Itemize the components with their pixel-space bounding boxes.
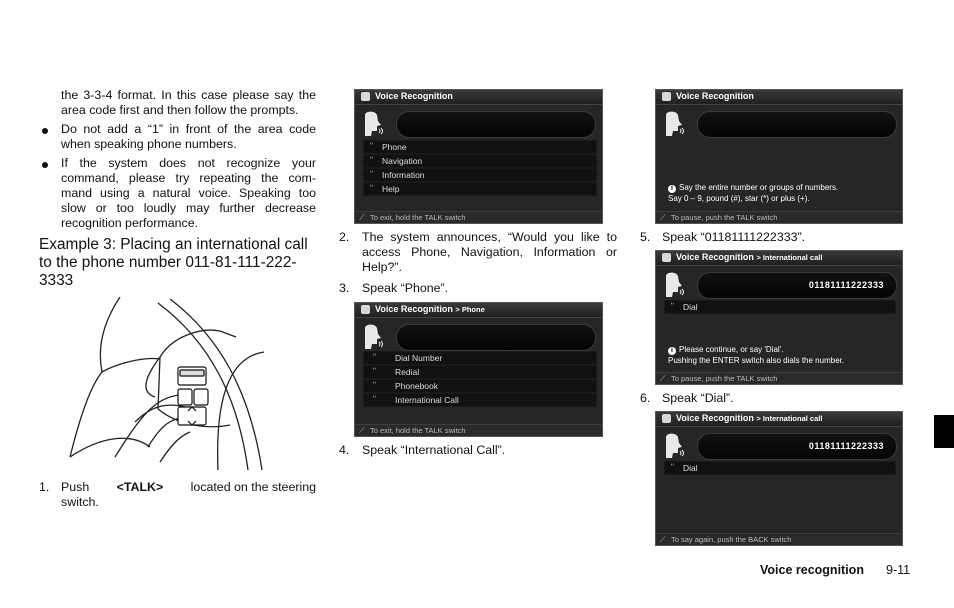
voice-input-field bbox=[697, 433, 897, 460]
menu-icon bbox=[662, 253, 671, 262]
voice-input-field bbox=[396, 111, 596, 138]
voice-recognition-screen-dial bbox=[655, 411, 903, 546]
text-line: area code first and then follow the prompts. bbox=[61, 103, 299, 117]
step-text: switch. bbox=[61, 495, 99, 509]
back-switch-icon: ⟋ bbox=[660, 535, 666, 544]
footer-hint: To say again, push the BACK switch bbox=[671, 535, 792, 544]
screen-title-bar bbox=[355, 303, 602, 318]
screen-title-text: Voice Recognition bbox=[676, 413, 754, 423]
step-text: Speak “Dial”. bbox=[662, 391, 734, 405]
voice-command-icon: ʼʼ bbox=[369, 184, 373, 193]
section-tab-marker bbox=[934, 415, 954, 448]
menu-item-dial[interactable] bbox=[664, 461, 896, 475]
voice-command-icon: ʼʼ bbox=[369, 142, 373, 151]
info-text: Say the entire number or groups of numbers. bbox=[679, 183, 839, 192]
footer-hint: To pause, push the TALK switch bbox=[671, 374, 778, 383]
step-number: 4. bbox=[339, 443, 350, 457]
screen-footer bbox=[355, 424, 602, 436]
footer-hint: To exit, hold the TALK switch bbox=[370, 213, 466, 222]
screen-subtitle: > International call bbox=[756, 253, 823, 262]
menu-item-label: Help bbox=[382, 184, 400, 194]
menu-icon bbox=[361, 92, 370, 101]
bullet-icon bbox=[42, 162, 48, 168]
step-number: 1. bbox=[39, 480, 50, 494]
heading-line: 3333 bbox=[39, 272, 74, 289]
step-5 bbox=[640, 230, 918, 245]
info-text: Pushing the ENTER switch also dials the number. bbox=[668, 356, 845, 365]
voice-recognition-screen-number-entry bbox=[655, 89, 903, 224]
voice-command-icon: ʼʼ bbox=[369, 170, 373, 179]
text-line: slow or too loudly may further decrease bbox=[61, 201, 316, 215]
menu-icon bbox=[662, 414, 671, 423]
info-text: Please continue, or say 'Dial'. bbox=[679, 345, 784, 354]
step-number: 3. bbox=[339, 281, 350, 295]
text-line: If the system does not recognize your bbox=[61, 156, 316, 170]
step-2 bbox=[339, 230, 617, 275]
talk-switch-icon: ⟋ bbox=[660, 213, 666, 222]
step-text: Speak “01181111222333”. bbox=[662, 230, 806, 244]
screen-title-bar bbox=[656, 412, 902, 427]
voice-command-icon: ʼʼ bbox=[372, 381, 376, 390]
talk-key-label: <TALK> bbox=[116, 480, 164, 494]
text-line: Do not add a “1” in front of the area code bbox=[61, 122, 316, 136]
voice-recognition-screen-main bbox=[354, 89, 603, 224]
screen-title bbox=[676, 413, 822, 423]
text-line: the 3-3-4 format. In this case please say the bbox=[61, 88, 316, 102]
menu-item-dial-number[interactable] bbox=[363, 351, 597, 365]
step-1 bbox=[39, 480, 316, 510]
menu-item-phone[interactable] bbox=[363, 140, 597, 154]
menu-item-label: Information bbox=[382, 170, 425, 180]
bullet-item bbox=[61, 122, 316, 152]
menu-item-label: Phonebook bbox=[395, 381, 439, 391]
footer-hint: To pause, push the TALK switch bbox=[671, 213, 778, 222]
menu-item-label: Dial bbox=[683, 463, 698, 473]
voice-input-field bbox=[697, 272, 897, 299]
screen-title-text: Voice Recognition bbox=[375, 304, 453, 314]
page-number: 9-11 bbox=[886, 563, 911, 577]
bullet-icon bbox=[42, 128, 48, 134]
heading-line: to the phone number 011-81-111-222- bbox=[39, 254, 297, 271]
step-text: Speak “Phone”. bbox=[362, 281, 449, 295]
step-number: 6. bbox=[640, 391, 651, 405]
step-3 bbox=[339, 281, 617, 296]
step-4 bbox=[339, 443, 617, 458]
screen-title-bar bbox=[656, 90, 902, 105]
example-heading bbox=[39, 236, 319, 290]
menu-item-phonebook[interactable] bbox=[363, 379, 597, 393]
step-6 bbox=[640, 391, 918, 406]
screen-title: Voice Recognition bbox=[676, 91, 754, 101]
menu-item-label: Redial bbox=[395, 367, 420, 377]
voice-speaker-icon bbox=[662, 270, 684, 300]
heading-line: Example 3: Placing an international call bbox=[39, 236, 308, 253]
step-text: Speak “International Call”. bbox=[362, 443, 506, 457]
voice-speaker-icon bbox=[662, 431, 684, 461]
dialed-number: 01181111222333 bbox=[808, 441, 884, 451]
bullet-item bbox=[61, 156, 316, 231]
screen-title-bar bbox=[355, 90, 602, 105]
screen-title bbox=[676, 252, 822, 262]
steering-wheel-illustration bbox=[60, 297, 275, 470]
step-text: Help?”. bbox=[362, 260, 402, 274]
menu-item-label: Dial bbox=[683, 302, 698, 312]
menu-item-information[interactable] bbox=[363, 168, 597, 182]
menu-item-label: Phone bbox=[382, 142, 407, 152]
step-text: access Phone, Navigation, Information or bbox=[362, 245, 617, 259]
screen-title: Voice Recognition bbox=[375, 91, 453, 101]
menu-item-redial[interactable] bbox=[363, 365, 597, 379]
footer-section-title: Voice recognition bbox=[760, 563, 864, 577]
menu-icon bbox=[361, 305, 370, 314]
voice-speaker-icon bbox=[361, 322, 383, 352]
voice-command-icon: ʼʼ bbox=[372, 353, 376, 362]
voice-speaker-icon bbox=[361, 109, 383, 139]
step-number: 2. bbox=[339, 230, 350, 244]
menu-item-label: Dial Number bbox=[395, 353, 443, 363]
talk-switch-icon: ⟋ bbox=[660, 374, 666, 383]
info-message bbox=[668, 183, 838, 193]
info-icon: i bbox=[668, 347, 676, 355]
step-text: The system announces, “Would you like to bbox=[362, 230, 617, 244]
menu-item-dial[interactable] bbox=[664, 300, 896, 314]
footer-hint: To exit, hold the TALK switch bbox=[370, 426, 466, 435]
step-text: Push bbox=[61, 480, 90, 494]
voice-input-field bbox=[697, 111, 897, 138]
screen-subtitle: > Phone bbox=[455, 305, 485, 314]
info-icon: i bbox=[668, 185, 676, 193]
talk-switch-icon: ⟋ bbox=[359, 426, 365, 435]
voice-recognition-screen-international-call bbox=[655, 250, 903, 385]
step-number: 5. bbox=[640, 230, 651, 244]
text-line: recognition performance. bbox=[61, 216, 199, 230]
info-text: Say 0 – 9, pound (#), star (*) or plus (+). bbox=[668, 194, 810, 203]
menu-item-international-call[interactable] bbox=[363, 393, 597, 407]
voice-command-icon: ʼʼ bbox=[372, 395, 376, 404]
menu-item-label: Navigation bbox=[382, 156, 423, 166]
voice-command-icon: ʼʼ bbox=[670, 463, 674, 472]
voice-input-field bbox=[396, 324, 596, 351]
screen-footer bbox=[656, 211, 902, 223]
screen-title bbox=[375, 304, 485, 314]
screen-subtitle: > International call bbox=[756, 414, 823, 423]
voice-recognition-screen-phone bbox=[354, 302, 603, 437]
screen-title-bar bbox=[656, 251, 902, 266]
text-line: mand using a natural voice. Speaking too bbox=[61, 186, 316, 200]
voice-command-icon: ʼʼ bbox=[369, 156, 373, 165]
menu-icon bbox=[662, 92, 671, 101]
menu-item-label: International Call bbox=[395, 395, 459, 405]
screen-footer bbox=[656, 372, 902, 384]
menu-item-navigation[interactable] bbox=[363, 154, 597, 168]
menu-item-help[interactable] bbox=[363, 182, 597, 196]
voice-speaker-icon bbox=[662, 109, 684, 139]
voice-command-icon: ʼʼ bbox=[670, 302, 674, 311]
info-message bbox=[668, 345, 783, 355]
text-line: when speaking phone numbers. bbox=[61, 137, 237, 151]
voice-command-icon: ʼʼ bbox=[372, 367, 376, 376]
continued-paragraph bbox=[61, 88, 316, 118]
dialed-number: 01181111222333 bbox=[808, 280, 884, 290]
screen-title-text: Voice Recognition bbox=[676, 252, 754, 262]
step-text: located on the steering bbox=[190, 480, 316, 494]
talk-switch-icon: ⟋ bbox=[359, 213, 365, 222]
screen-footer bbox=[656, 533, 902, 545]
text-line: command, please try repeating the com- bbox=[61, 171, 316, 185]
screen-footer bbox=[355, 211, 602, 223]
